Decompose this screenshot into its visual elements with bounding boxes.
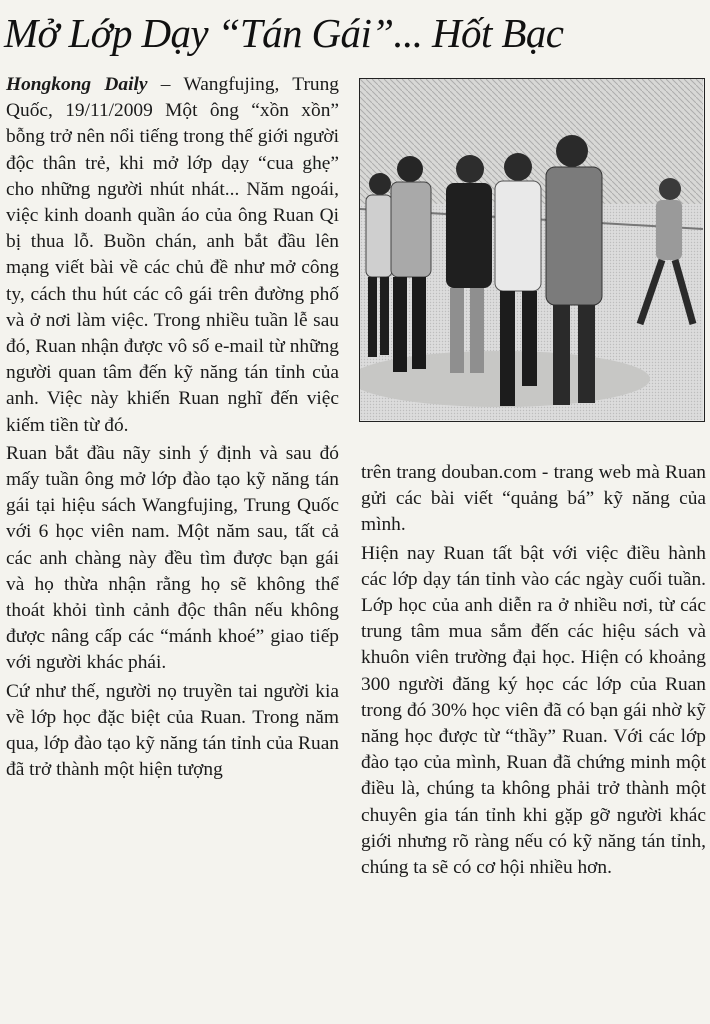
headline: Mở Lớp Dạy “Tán Gái”... Hốt Bạc	[4, 10, 564, 56]
article-column-right	[361, 460, 706, 883]
paragraph-2: Ruan bắt đầu nãy sinh ý định và sau đó mấy tuần ông mở lớp đào tạo kỹ năng tán gái tại hiệu sách Wangfujing, Trung Quốc với 6 học viên nam. Một năm sau, tất cả các anh chàng này đều tìm được bạn gái và họ thừa nhận rằng họ sẽ không thể thoát khỏi tình cảnh độc thân nếu không được nâng cấp các “mánh khoé” giao tiếp với người khác phái.	[6, 442, 339, 674]
paragraph-4: Hiện nay Ruan tất bật với việc điều hành các lớp dạy tán tỉnh vào các ngày cuối tuần. Lớp học của anh diễn ra ở nhiều nơi, từ các trung tâm mua sắm đến các hiệu sách và khuôn viên trường đại học. Hiện có khoảng 300 người đăng ký học các lớp của Ruan trong đó 30% học viên đã có bạn gái nhờ kỹ năng học được từ “thầy” Ruan. Với các lớp đào tạo của mình, Ruan đã chứng minh một điều là, chúng ta không phải trở thành một chuyên gia tán tỉnh khi gặp gỡ người khác giới nhưng rõ ràng nếu có kỹ năng tán tỉnh, chúng ta sẽ có cơ hội nhiều hơn.	[361, 542, 706, 879]
lead-text: – Wangfujing, Trung Quốc, 19/11/2009 Một ông “xồn xồn” bỗng trở nên nổi tiếng trong thế giới người độc thân trẻ, khi mở lớp dạy “cua ghẹ” cho những người nhút nhát... Năm ngoái, việc kinh doanh quần áo của ông Ruan Qi bị thua lỗ. Buồn chán, anh bắt đầu lên mạng viết bài về các chủ đề như mở công ty, cách thu hút các cô gái trên đường phố và ở nơi làm việc. Trong nhiều tuần lễ sau đó, Ruan nhận được vô số e-mail từ những người quan tâm đến kỹ năng tán tỉnh của anh. Việc này khiến Ruan nghĩ đến việc kiếm tiền từ đó.	[6, 74, 340, 436]
group-photo-illustration	[360, 79, 703, 420]
lead-paragraph	[6, 72, 339, 439]
article-column-left	[6, 72, 339, 785]
paragraph-3: Cứ như thế, người nọ truyền tai người kia về lớp học đặc biệt của Ruan. Trong năm qua, lớp đào tạo kỹ năng tán tỉnh của Ruan đã trở thành một hiện tượng	[6, 680, 339, 781]
paragraph-3-continued: trên trang douban.com - trang web mà Ruan gửi các bài viết “quảng bá” kỹ năng của mình.	[361, 462, 706, 536]
article-photo	[359, 78, 705, 422]
source-name: Hongkong Daily	[6, 74, 148, 95]
